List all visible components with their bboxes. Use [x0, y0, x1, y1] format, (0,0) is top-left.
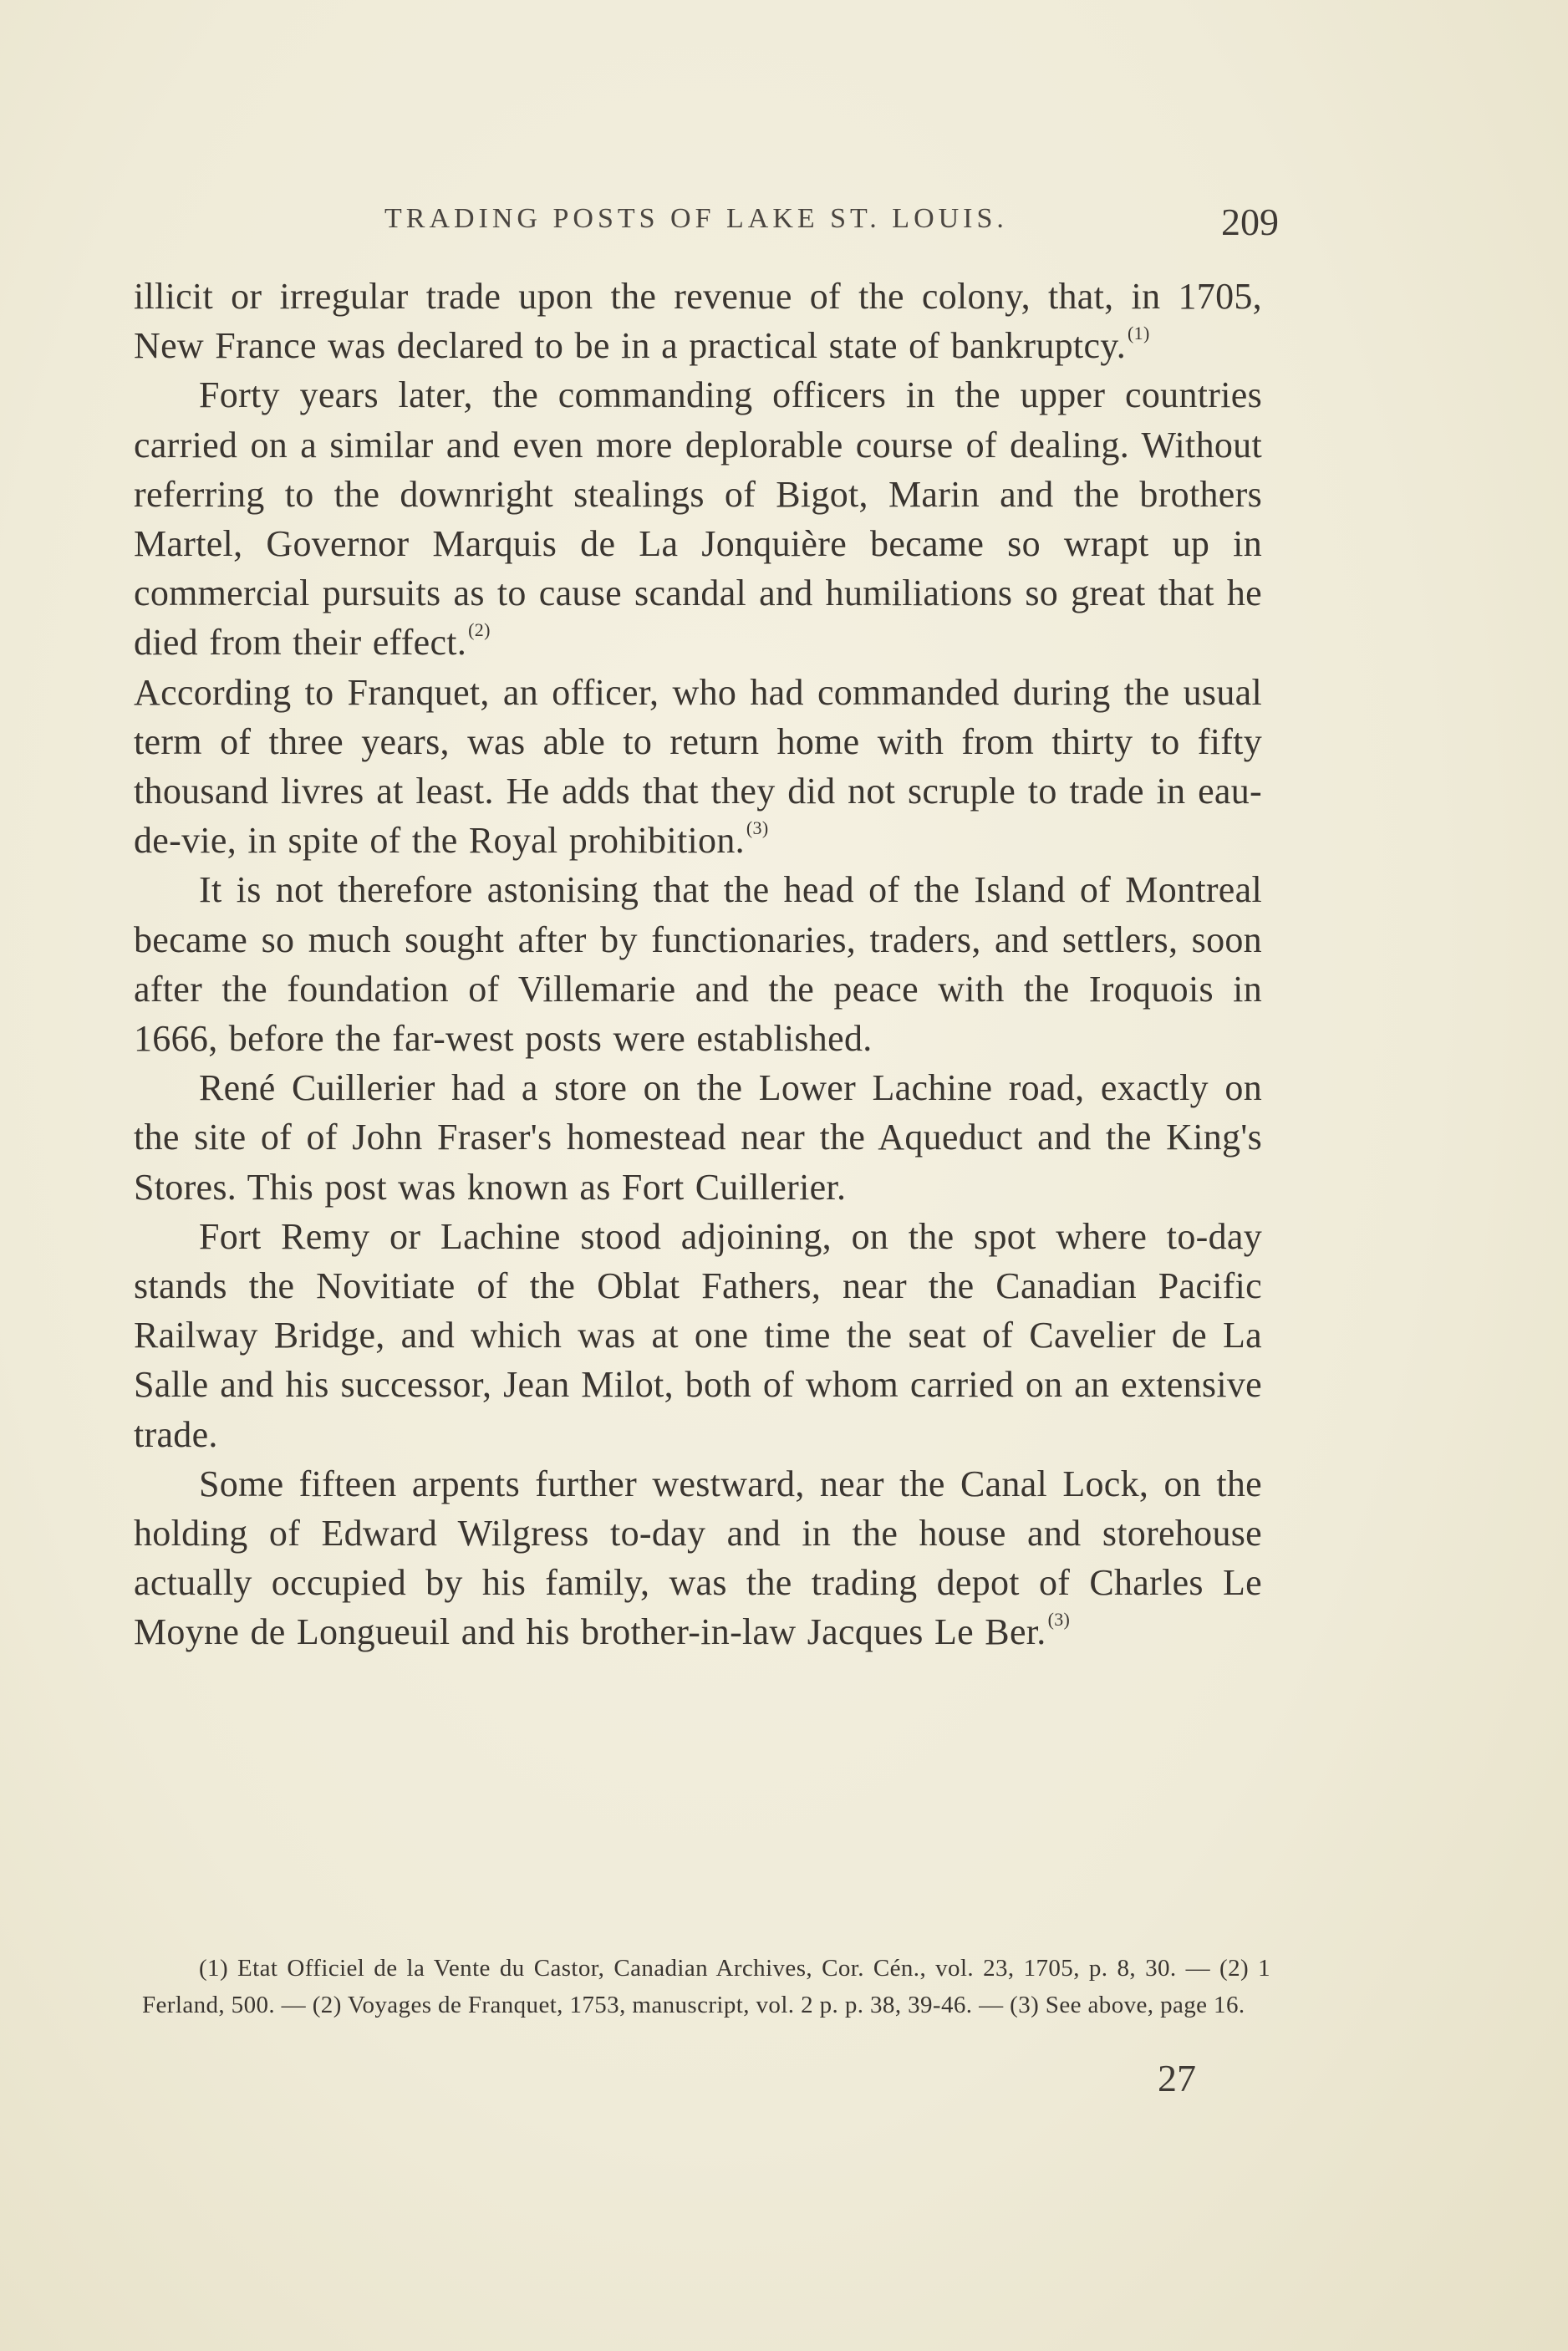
paragraph-fort-remy — [134, 1212, 1262, 1459]
paragraph-montreal — [134, 865, 1262, 1063]
footnote-ref: (2) — [468, 619, 491, 641]
footnote-ref: (1) — [1128, 323, 1150, 344]
paragraph-text: René Cuillerier had a store on the Lower Lachine road, exactly on the site of of John Fraser's homestead near the Aqueduct and the King's Stores. This post was known as Fort Cuillerier. — [134, 1067, 1262, 1208]
running-title: TRADING POSTS OF LAKE ST. LOUIS. — [384, 203, 1008, 234]
body-text — [134, 272, 1262, 1657]
footnote-text: (1) Etat Officiel de la Vente du Castor, Canadian Archives, Cor. Cén., vol. 23, 1705, p. 8, 30. — (2) 1 Ferland, 500. — (2) Voyages de Franquet, 1753, manuscript, vol. 2 p. p. 38, 39-46. — (3) See above, page 16. — [142, 1955, 1270, 2018]
paragraph-text: It is not therefore astonising that the head of the Island of Montreal became so much sought after by functionaries, traders, and settlers, soon after the foundation of Villemarie and the peace with the Iroquois in 1666, before the far-west posts were established. — [134, 869, 1262, 1060]
paragraph-text: Some fifteen arpents further westward, near the Canal Lock, on the holding of Edward Wilgress to-day and in the house and storehouse actually occupied by his family, was the trading depot of Charles Le Moyne de Longueuil and his brother-in-law Jacques Le Ber. — [134, 1463, 1262, 1653]
paragraph-cuillerier — [134, 1063, 1262, 1212]
paragraph-le-moyne — [134, 1459, 1262, 1657]
signature-mark: 27 — [1158, 2057, 1196, 2099]
paragraph-text: Forty years later, the commanding officers in the upper countries carried on a similar and even more deplorable course of dealing. Without referring to the downright stealings of Bigot, Marin and the brothers Martel, Governor Marquis de La Jonquière became so wrapt up in commercial pursuits as to cause scandal and humiliations so great that he died from their effect. — [134, 374, 1262, 664]
footnote-ref: (3) — [1047, 1609, 1071, 1631]
footnote-ref: (3) — [746, 817, 769, 839]
paragraph-continuation — [134, 272, 1262, 370]
page-number: 209 — [1221, 201, 1279, 243]
paragraph-text: According to Franquet, an officer, who had commanded during the usual term of three years, was able to return home with from thirty to fifty thousand livres at least. He adds that they did not scruple to trade in eau-de-vie, in spite of the Royal prohibition. — [134, 671, 1262, 862]
paragraph-text: Fort Remy or Lachine stood adjoining, on the spot where to-day stands the Novitiate of the Oblat Fathers, near the Canadian Pacific Railway Bridge, and which was at one time the seat of Cavelier de La Salle and his successor, Jean Milot, both of whom carried on an extensive trade. — [134, 1215, 1262, 1455]
running-head — [251, 203, 1279, 253]
paragraph-text: illicit or irregular trade upon the revenue of the colony, that, in 1705, New France was declared to be in a practical state of bankruptcy. — [134, 276, 1262, 367]
footnotes — [142, 1950, 1270, 2023]
paragraph-forty-years — [134, 370, 1262, 667]
paragraph-franquet — [134, 668, 1262, 866]
